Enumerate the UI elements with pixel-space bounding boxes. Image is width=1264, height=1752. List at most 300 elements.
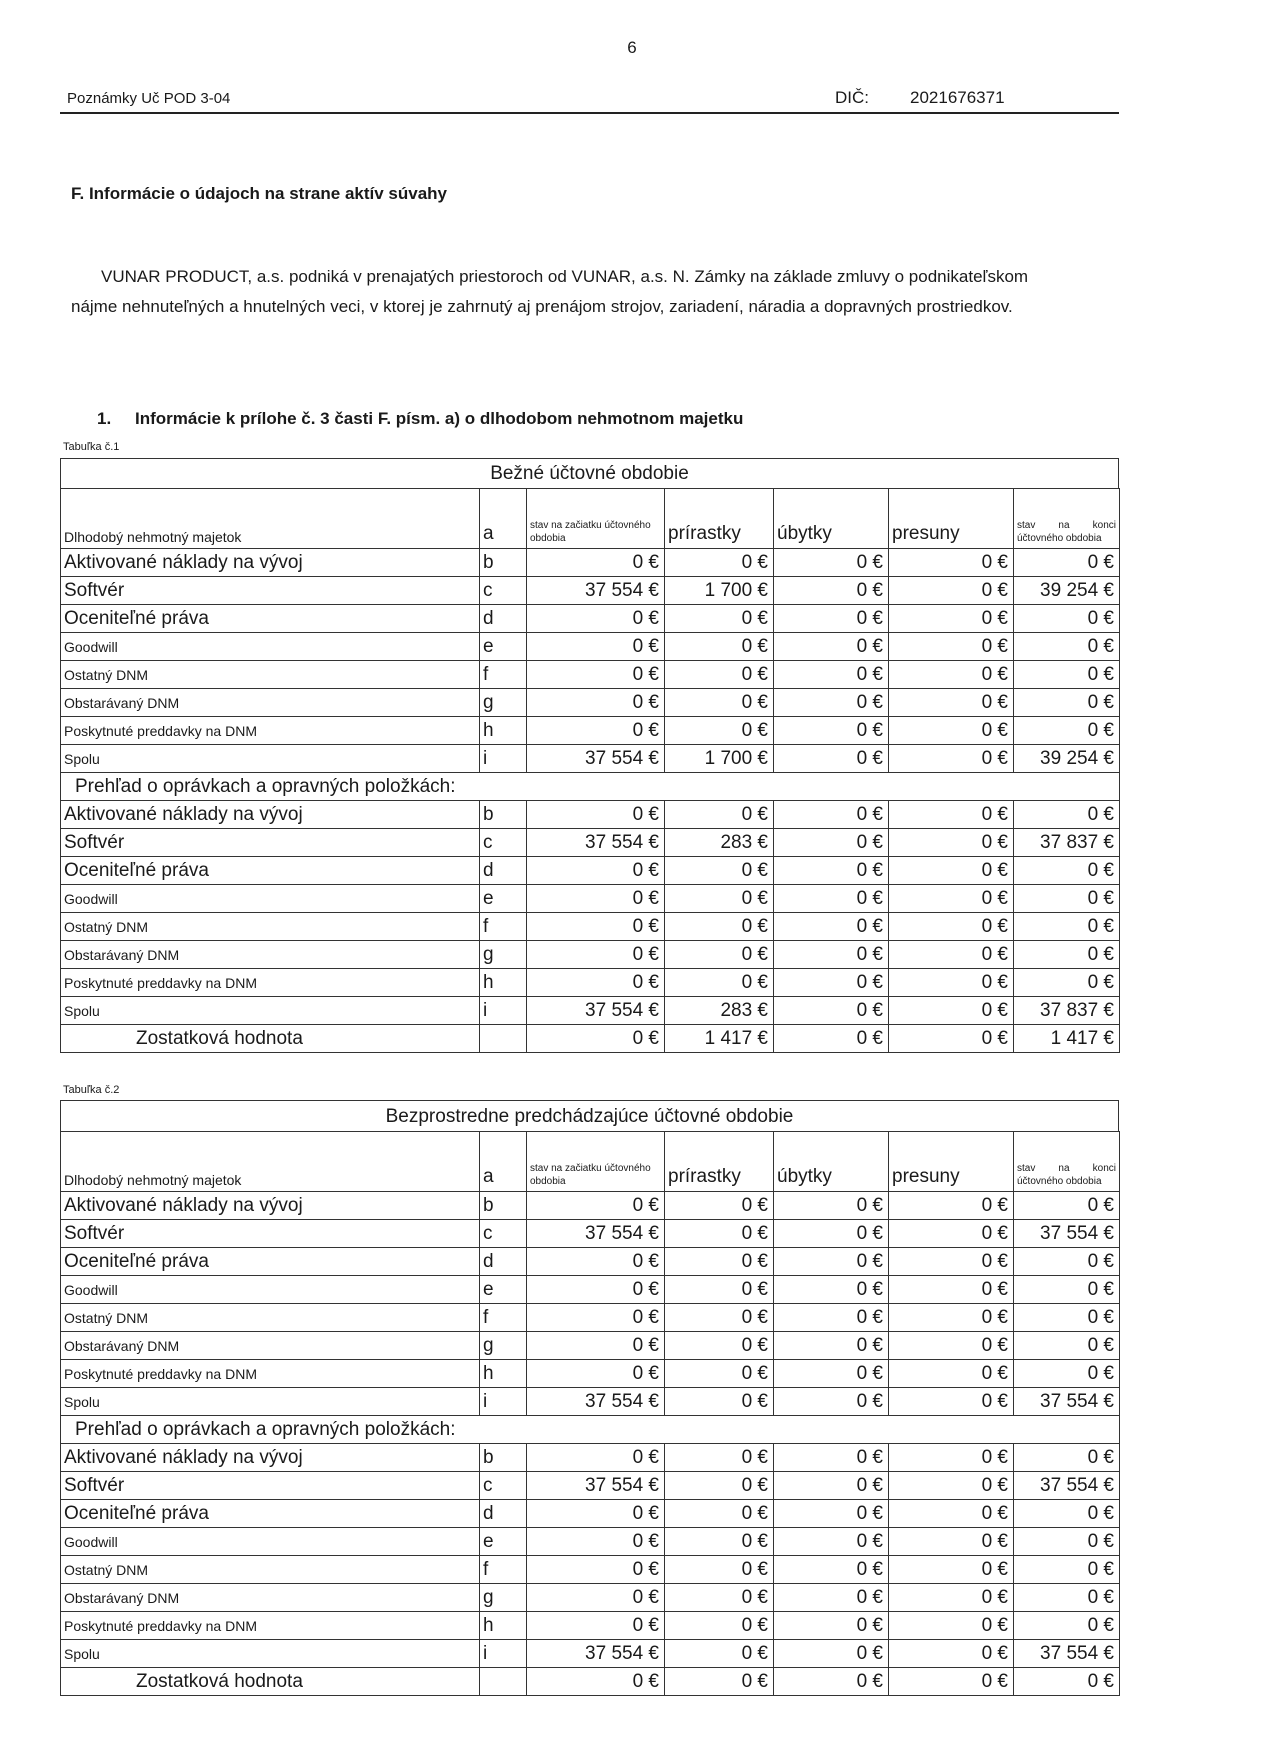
row-additions-value: 0 € <box>665 633 774 661</box>
row-start-value: 0 € <box>527 1612 665 1640</box>
row-start-value: 0 € <box>527 857 665 885</box>
row-transfers-value: 0 € <box>889 1360 1014 1388</box>
row-additions-value: 283 € <box>665 997 774 1025</box>
col-header-additions: prírastky <box>665 1132 774 1192</box>
row-end-value: 0 € <box>1014 1556 1120 1584</box>
row-end-value: 37 554 € <box>1014 1388 1120 1416</box>
row-code: c <box>480 1220 527 1248</box>
balance-additions-value: 1 417 € <box>665 1025 774 1053</box>
row-end-value: 0 € <box>1014 941 1120 969</box>
row-end-value: 39 254 € <box>1014 745 1120 773</box>
row-name: Oceniteľné práva <box>61 1248 480 1276</box>
balance-transfers-value: 0 € <box>889 1025 1014 1053</box>
row-code: h <box>480 969 527 997</box>
row-additions-value: 0 € <box>665 1444 774 1472</box>
row-additions-value: 0 € <box>665 857 774 885</box>
row-transfers-value: 0 € <box>889 1584 1014 1612</box>
row-additions-value: 0 € <box>665 717 774 745</box>
table-row <box>61 605 1120 633</box>
row-start-value: 37 554 € <box>527 745 665 773</box>
row-additions-value: 0 € <box>665 1220 774 1248</box>
row-name: Poskytnuté preddavky na DNM <box>61 717 480 745</box>
row-disposals-value: 0 € <box>774 1360 889 1388</box>
row-start-value: 0 € <box>527 969 665 997</box>
row-end-value: 0 € <box>1014 689 1120 717</box>
table-row <box>61 661 1120 689</box>
row-name: Softvér <box>61 577 480 605</box>
row-code: g <box>480 941 527 969</box>
col-header-start <box>527 1132 665 1192</box>
row-transfers-value: 0 € <box>889 1304 1014 1332</box>
row-transfers-value: 0 € <box>889 969 1014 997</box>
row-start-value: 0 € <box>527 1556 665 1584</box>
row-name: Aktivované náklady na vývoj <box>61 801 480 829</box>
row-end-value: 0 € <box>1014 801 1120 829</box>
table-row <box>61 1360 1120 1388</box>
table-row <box>61 1444 1120 1472</box>
row-additions-value: 0 € <box>665 941 774 969</box>
subsection-label: Prehľad o oprávkach a opravných položkách: <box>61 773 1120 801</box>
row-end-value: 37 837 € <box>1014 997 1120 1025</box>
row-name: Ostatný DNM <box>61 1556 480 1584</box>
row-name: Spolu <box>61 1640 480 1668</box>
row-code: i <box>480 1640 527 1668</box>
table-row <box>61 577 1120 605</box>
table-row <box>61 1640 1120 1668</box>
table2 <box>60 1131 1120 1696</box>
row-disposals-value: 0 € <box>774 1388 889 1416</box>
table1-title: Bežné účtovné obdobie <box>60 458 1119 488</box>
row-additions-value: 0 € <box>665 801 774 829</box>
row-name: Softvér <box>61 1472 480 1500</box>
row-name: Oceniteľné práva <box>61 1500 480 1528</box>
row-disposals-value: 0 € <box>774 1332 889 1360</box>
row-transfers-value: 0 € <box>889 549 1014 577</box>
row-name: Spolu <box>61 1388 480 1416</box>
row-disposals-value: 0 € <box>774 745 889 773</box>
row-disposals-value: 0 € <box>774 1472 889 1500</box>
row-name: Spolu <box>61 997 480 1025</box>
row-end-value: 0 € <box>1014 1360 1120 1388</box>
row-start-value: 0 € <box>527 1500 665 1528</box>
row-code: h <box>480 1612 527 1640</box>
table2-header-row <box>61 1132 1120 1192</box>
row-name: Ostatný DNM <box>61 913 480 941</box>
subsection-text: Informácie k prílohe č. 3 časti F. písm. a) o dlhodobom nehmotnom majetku <box>135 409 744 428</box>
row-additions-value: 0 € <box>665 689 774 717</box>
table-row <box>61 885 1120 913</box>
row-start-value: 0 € <box>527 549 665 577</box>
table-row <box>61 1248 1120 1276</box>
row-disposals-value: 0 € <box>774 1444 889 1472</box>
row-code: b <box>480 1444 527 1472</box>
table-row <box>61 969 1120 997</box>
row-disposals-value: 0 € <box>774 1276 889 1304</box>
row-transfers-value: 0 € <box>889 1388 1014 1416</box>
table1-subsection-row <box>61 773 1120 801</box>
col-header-start-text: stav na začiatku účtovného obdobia <box>530 520 651 544</box>
row-end-value: 37 837 € <box>1014 829 1120 857</box>
row-start-value: 0 € <box>527 913 665 941</box>
row-start-value: 0 € <box>527 1304 665 1332</box>
row-name: Softvér <box>61 829 480 857</box>
row-disposals-value: 0 € <box>774 633 889 661</box>
row-disposals-value: 0 € <box>774 661 889 689</box>
balance-code-empty <box>480 1025 527 1053</box>
row-transfers-value: 0 € <box>889 1276 1014 1304</box>
row-transfers-value: 0 € <box>889 745 1014 773</box>
row-disposals-value: 0 € <box>774 857 889 885</box>
col-header-additions: prírastky <box>665 489 774 549</box>
row-disposals-value: 0 € <box>774 1612 889 1640</box>
col-header-transfers: presuny <box>889 1132 1014 1192</box>
row-additions-value: 0 € <box>665 1304 774 1332</box>
row-code: g <box>480 1584 527 1612</box>
intro-line-2: nájme nehnuteľných a hnutelných veci, v ktorej je zahrnutý aj prenájom strojov, zariadení, náradia a dopravných prostriedkov. <box>71 297 1013 316</box>
row-start-value: 0 € <box>527 1276 665 1304</box>
row-additions-value: 0 € <box>665 1192 774 1220</box>
row-start-value: 37 554 € <box>527 1640 665 1668</box>
balance-disposals-value: 0 € <box>774 1025 889 1053</box>
col-header-a: a <box>480 1132 527 1192</box>
row-disposals-value: 0 € <box>774 577 889 605</box>
row-transfers-value: 0 € <box>889 1332 1014 1360</box>
table-row <box>61 745 1120 773</box>
row-start-value: 0 € <box>527 1248 665 1276</box>
row-end-value: 0 € <box>1014 969 1120 997</box>
row-additions-value: 0 € <box>665 969 774 997</box>
row-transfers-value: 0 € <box>889 913 1014 941</box>
row-disposals-value: 0 € <box>774 1304 889 1332</box>
row-disposals-value: 0 € <box>774 1500 889 1528</box>
col-header-end <box>1014 489 1120 549</box>
row-transfers-value: 0 € <box>889 689 1014 717</box>
subsection-number: 1. <box>97 409 112 428</box>
row-start-value: 37 554 € <box>527 997 665 1025</box>
table-row <box>61 549 1120 577</box>
row-start-value: 0 € <box>527 1584 665 1612</box>
row-additions-value: 283 € <box>665 829 774 857</box>
row-end-value: 0 € <box>1014 1612 1120 1640</box>
row-name: Goodwill <box>61 1276 480 1304</box>
row-disposals-value: 0 € <box>774 1584 889 1612</box>
header-dic-label: DIČ: <box>835 88 869 107</box>
row-name: Ostatný DNM <box>61 1304 480 1332</box>
row-name: Obstarávaný DNM <box>61 941 480 969</box>
row-name: Aktivované náklady na vývoj <box>61 1444 480 1472</box>
row-name: Softvér <box>61 1220 480 1248</box>
table1-label: Tabuľka č.1 <box>63 441 120 453</box>
row-transfers-value: 0 € <box>889 801 1014 829</box>
col-header-end <box>1014 1132 1120 1192</box>
balance-disposals-value: 0 € <box>774 1668 889 1696</box>
row-start-value: 0 € <box>527 801 665 829</box>
section-heading: F. Informácie o údajoch na strane aktív súvahy <box>71 184 448 203</box>
header-dic-value: 2021676371 <box>910 88 1005 107</box>
intro-paragraph <box>71 262 1121 322</box>
row-start-value: 37 554 € <box>527 829 665 857</box>
row-start-value: 0 € <box>527 717 665 745</box>
row-disposals-value: 0 € <box>774 1220 889 1248</box>
row-end-value: 0 € <box>1014 885 1120 913</box>
row-end-value: 0 € <box>1014 1584 1120 1612</box>
row-disposals-value: 0 € <box>774 969 889 997</box>
row-additions-value: 0 € <box>665 913 774 941</box>
row-additions-value: 0 € <box>665 1388 774 1416</box>
col-header-start <box>527 489 665 549</box>
row-additions-value: 0 € <box>665 1556 774 1584</box>
row-name: Obstarávaný DNM <box>61 1584 480 1612</box>
row-start-value: 0 € <box>527 661 665 689</box>
col-header-disposals: úbytky <box>774 489 889 549</box>
table-row <box>61 717 1120 745</box>
row-transfers-value: 0 € <box>889 661 1014 689</box>
table-row <box>61 829 1120 857</box>
table-row <box>61 1472 1120 1500</box>
row-disposals-value: 0 € <box>774 1192 889 1220</box>
row-end-value: 0 € <box>1014 1528 1120 1556</box>
intro-line-1: VUNAR PRODUCT, a.s. podniká v prenajatých priestoroch od VUNAR, a.s. N. Zámky na základe zmluvy o podnikateľskom <box>101 267 1029 286</box>
col-header-end-text: stav na konci účtovného obdobia <box>1017 1163 1116 1187</box>
row-end-value: 37 554 € <box>1014 1472 1120 1500</box>
row-additions-value: 0 € <box>665 1276 774 1304</box>
table-row <box>61 913 1120 941</box>
row-additions-value: 0 € <box>665 549 774 577</box>
row-transfers-value: 0 € <box>889 717 1014 745</box>
table2-title: Bezprostredne predchádzajúce účtovné obdobie <box>60 1100 1119 1131</box>
balance-name: Zostatková hodnota <box>61 1668 480 1696</box>
row-name: Aktivované náklady na vývoj <box>61 549 480 577</box>
col-header-name: Dlhodobý nehmotný majetok <box>61 1132 480 1192</box>
table-row <box>61 801 1120 829</box>
row-disposals-value: 0 € <box>774 801 889 829</box>
row-disposals-value: 0 € <box>774 829 889 857</box>
row-code: f <box>480 661 527 689</box>
row-start-value: 0 € <box>527 633 665 661</box>
table2-subsection-row <box>61 1416 1120 1444</box>
row-code: g <box>480 689 527 717</box>
col-header-start-text: stav na začiatku účtovného obdobia <box>530 1163 651 1187</box>
row-transfers-value: 0 € <box>889 941 1014 969</box>
subsection-label: Prehľad o oprávkach a opravných položkách: <box>61 1416 1120 1444</box>
row-additions-value: 0 € <box>665 1472 774 1500</box>
row-additions-value: 0 € <box>665 1332 774 1360</box>
row-name: Poskytnuté preddavky na DNM <box>61 1612 480 1640</box>
table-row <box>61 1388 1120 1416</box>
row-code: d <box>480 857 527 885</box>
row-name: Goodwill <box>61 633 480 661</box>
row-end-value: 0 € <box>1014 1192 1120 1220</box>
row-disposals-value: 0 € <box>774 1248 889 1276</box>
row-start-value: 0 € <box>527 941 665 969</box>
row-end-value: 0 € <box>1014 857 1120 885</box>
row-end-value: 0 € <box>1014 633 1120 661</box>
balance-additions-value: 0 € <box>665 1668 774 1696</box>
row-code: d <box>480 1500 527 1528</box>
table2-label: Tabuľka č.2 <box>63 1084 120 1096</box>
col-header-transfers: presuny <box>889 489 1014 549</box>
col-header-name: Dlhodobý nehmotný majetok <box>61 489 480 549</box>
table-row <box>61 857 1120 885</box>
table-row <box>61 1612 1120 1640</box>
row-additions-value: 0 € <box>665 1584 774 1612</box>
row-transfers-value: 0 € <box>889 1556 1014 1584</box>
table-row <box>61 1304 1120 1332</box>
row-start-value: 0 € <box>527 1444 665 1472</box>
col-header-end-text: stav na konci účtovného obdobia <box>1017 520 1116 544</box>
balance-transfers-value: 0 € <box>889 1668 1014 1696</box>
page-number: 6 <box>627 38 637 57</box>
row-disposals-value: 0 € <box>774 997 889 1025</box>
row-start-value: 37 554 € <box>527 1388 665 1416</box>
row-additions-value: 0 € <box>665 1360 774 1388</box>
row-code: h <box>480 1360 527 1388</box>
row-code: c <box>480 577 527 605</box>
row-transfers-value: 0 € <box>889 1472 1014 1500</box>
row-end-value: 37 554 € <box>1014 1220 1120 1248</box>
row-end-value: 0 € <box>1014 661 1120 689</box>
row-additions-value: 0 € <box>665 605 774 633</box>
row-name: Goodwill <box>61 1528 480 1556</box>
row-additions-value: 0 € <box>665 885 774 913</box>
row-name: Obstarávaný DNM <box>61 689 480 717</box>
row-name: Oceniteľné práva <box>61 605 480 633</box>
row-start-value: 37 554 € <box>527 577 665 605</box>
balance-end-value: 0 € <box>1014 1668 1120 1696</box>
row-transfers-value: 0 € <box>889 1528 1014 1556</box>
row-disposals-value: 0 € <box>774 1528 889 1556</box>
row-code: c <box>480 1472 527 1500</box>
row-disposals-value: 0 € <box>774 885 889 913</box>
row-transfers-value: 0 € <box>889 829 1014 857</box>
row-end-value: 37 554 € <box>1014 1640 1120 1668</box>
row-additions-value: 0 € <box>665 661 774 689</box>
row-code: f <box>480 1304 527 1332</box>
balance-start-value: 0 € <box>527 1668 665 1696</box>
row-end-value: 0 € <box>1014 717 1120 745</box>
row-code: g <box>480 1332 527 1360</box>
row-end-value: 0 € <box>1014 1332 1120 1360</box>
row-transfers-value: 0 € <box>889 1192 1014 1220</box>
table-row <box>61 997 1120 1025</box>
row-start-value: 0 € <box>527 1528 665 1556</box>
row-transfers-value: 0 € <box>889 857 1014 885</box>
row-additions-value: 1 700 € <box>665 745 774 773</box>
row-end-value: 0 € <box>1014 1500 1120 1528</box>
row-start-value: 0 € <box>527 1192 665 1220</box>
table-row <box>61 1276 1120 1304</box>
balance-start-value: 0 € <box>527 1025 665 1053</box>
row-start-value: 0 € <box>527 1332 665 1360</box>
col-header-disposals: úbytky <box>774 1132 889 1192</box>
balance-code-empty <box>480 1668 527 1696</box>
row-end-value: 0 € <box>1014 913 1120 941</box>
table1-balance-row <box>61 1025 1120 1053</box>
row-end-value: 0 € <box>1014 1444 1120 1472</box>
table-row <box>61 941 1120 969</box>
table1-header-row <box>61 489 1120 549</box>
row-code: e <box>480 885 527 913</box>
row-disposals-value: 0 € <box>774 1640 889 1668</box>
row-start-value: 37 554 € <box>527 1220 665 1248</box>
table-row <box>61 1556 1120 1584</box>
row-name: Ostatný DNM <box>61 661 480 689</box>
row-code: b <box>480 549 527 577</box>
row-transfers-value: 0 € <box>889 577 1014 605</box>
table-row <box>61 689 1120 717</box>
row-disposals-value: 0 € <box>774 689 889 717</box>
row-transfers-value: 0 € <box>889 1444 1014 1472</box>
row-code: h <box>480 717 527 745</box>
row-code: f <box>480 1556 527 1584</box>
row-end-value: 0 € <box>1014 605 1120 633</box>
row-code: e <box>480 633 527 661</box>
row-code: f <box>480 913 527 941</box>
row-end-value: 0 € <box>1014 1304 1120 1332</box>
row-transfers-value: 0 € <box>889 1612 1014 1640</box>
row-name: Goodwill <box>61 885 480 913</box>
row-transfers-value: 0 € <box>889 605 1014 633</box>
row-additions-value: 0 € <box>665 1640 774 1668</box>
row-transfers-value: 0 € <box>889 1500 1014 1528</box>
row-code: b <box>480 801 527 829</box>
col-header-a: a <box>480 489 527 549</box>
row-additions-value: 0 € <box>665 1500 774 1528</box>
row-start-value: 0 € <box>527 1360 665 1388</box>
table-row <box>61 1192 1120 1220</box>
row-transfers-value: 0 € <box>889 1220 1014 1248</box>
row-disposals-value: 0 € <box>774 605 889 633</box>
row-transfers-value: 0 € <box>889 885 1014 913</box>
row-disposals-value: 0 € <box>774 717 889 745</box>
row-code: c <box>480 829 527 857</box>
row-code: i <box>480 997 527 1025</box>
row-name: Obstarávaný DNM <box>61 1332 480 1360</box>
table2-balance-row <box>61 1668 1120 1696</box>
row-additions-value: 0 € <box>665 1528 774 1556</box>
row-start-value: 0 € <box>527 605 665 633</box>
header-document-title: Poznámky Uč POD 3-04 <box>67 90 231 107</box>
row-disposals-value: 0 € <box>774 1556 889 1584</box>
row-code: e <box>480 1528 527 1556</box>
row-transfers-value: 0 € <box>889 633 1014 661</box>
row-disposals-value: 0 € <box>774 941 889 969</box>
table-row <box>61 1220 1120 1248</box>
row-end-value: 0 € <box>1014 1248 1120 1276</box>
table-row <box>61 633 1120 661</box>
subsection-title <box>97 409 743 429</box>
row-additions-value: 0 € <box>665 1612 774 1640</box>
row-start-value: 0 € <box>527 885 665 913</box>
row-name: Poskytnuté preddavky na DNM <box>61 969 480 997</box>
row-code: b <box>480 1192 527 1220</box>
row-name: Oceniteľné práva <box>61 857 480 885</box>
row-end-value: 0 € <box>1014 1276 1120 1304</box>
table-row <box>61 1528 1120 1556</box>
table-row <box>61 1332 1120 1360</box>
row-start-value: 37 554 € <box>527 1472 665 1500</box>
row-additions-value: 0 € <box>665 1248 774 1276</box>
row-code: i <box>480 745 527 773</box>
row-code: d <box>480 1248 527 1276</box>
row-transfers-value: 0 € <box>889 1640 1014 1668</box>
table-row <box>61 1500 1120 1528</box>
row-name: Aktivované náklady na vývoj <box>61 1192 480 1220</box>
balance-end-value: 1 417 € <box>1014 1025 1120 1053</box>
table1 <box>60 488 1120 1053</box>
row-disposals-value: 0 € <box>774 913 889 941</box>
row-code: i <box>480 1388 527 1416</box>
